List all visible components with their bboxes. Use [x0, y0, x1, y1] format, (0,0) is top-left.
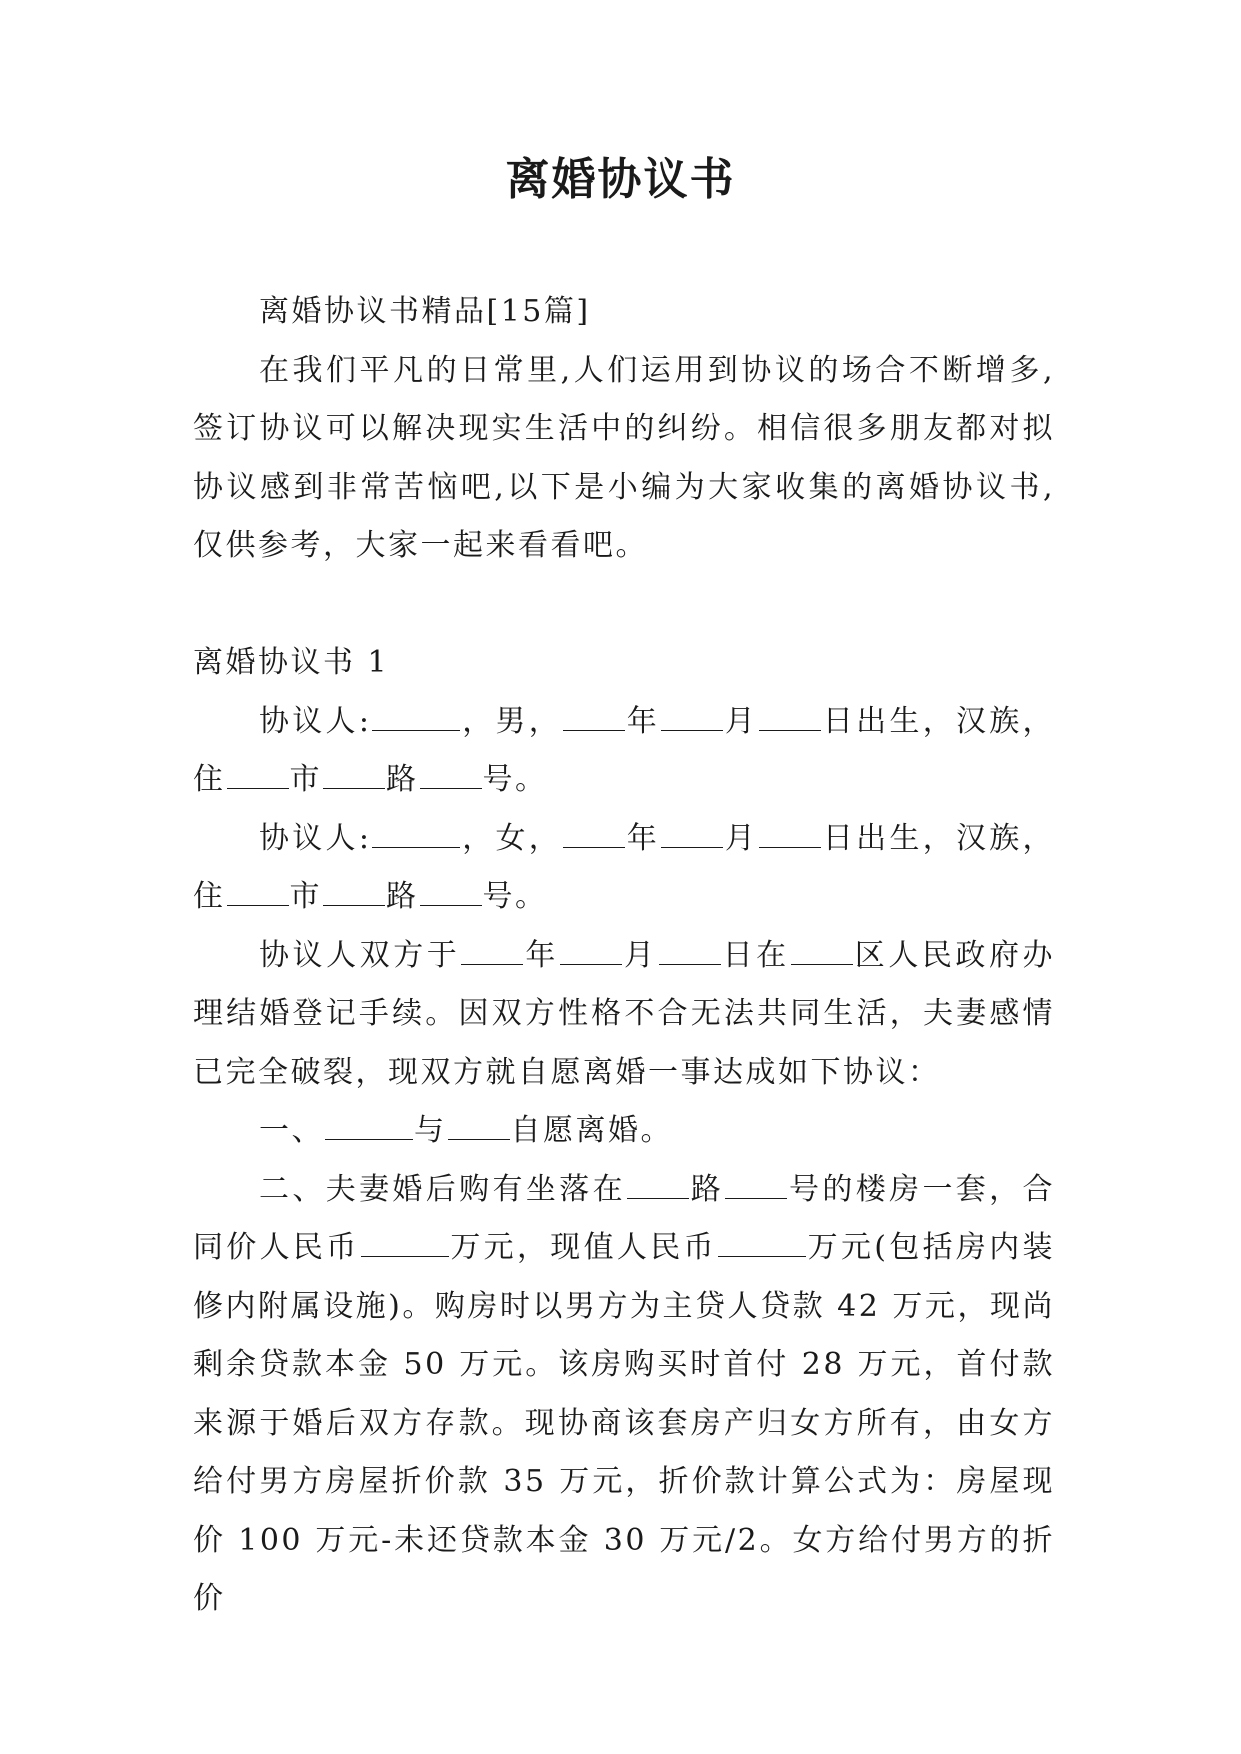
blank-road — [323, 875, 385, 906]
blank-month — [661, 700, 723, 731]
party1-num: 号。 — [482, 762, 548, 797]
clause-1 — [193, 1102, 1055, 1161]
section-heading: 离婚协议书 1 — [193, 645, 390, 680]
blank-city — [227, 758, 289, 789]
document-body — [193, 283, 1055, 1629]
party1-month: 月 — [724, 703, 759, 739]
blank-name — [325, 1109, 413, 1140]
blank-number — [420, 875, 482, 906]
clause1-and: 与 — [414, 1113, 447, 1148]
blank-month — [560, 934, 622, 965]
party2-road: 路 — [386, 879, 419, 914]
clause2-road: 路 — [689, 1171, 725, 1207]
blank-day — [759, 700, 821, 731]
blank-year — [563, 700, 625, 731]
blank-district — [791, 934, 853, 965]
party1-gender: ，男， — [461, 703, 563, 739]
blank-month — [661, 817, 723, 848]
clause1-rest: 自愿离婚。 — [510, 1113, 673, 1148]
blank-number — [725, 1168, 787, 1199]
document-title: 离婚协议书 — [505, 154, 736, 205]
party1-year: 年 — [626, 703, 661, 739]
clause2-wan1: 万元，现值人民币 — [449, 1230, 717, 1265]
blank-name — [372, 700, 460, 731]
blank-price — [361, 1226, 449, 1257]
blank-year — [563, 817, 625, 848]
party2-city: 市 — [289, 879, 322, 914]
party1-born: 日出生，汉族，住 — [193, 703, 1056, 797]
clause2-rest: 万元(包括房内装修内附属设施)。购房时以男方为主贷人贷款 42 万元，现尚剩余贷款本金 50 万元。该房购买时首付 28 万元，首付款来源于婚后双方存款。现协商该套房产归女方所有，由女方给付男方房屋折价款 35 万元，折价款计算公式为：房屋现价 100 万元-未还贷款本金 30 万元/2。女方给付男方的折价 — [193, 1230, 1055, 1616]
party2-num: 号。 — [482, 879, 548, 914]
intro-paragraph: 在我们平凡的日常里,人们运用到协议的场合不断增多,签订协议可以解决现实生活中的纠纷。相信很多朋友都对拟协议感到非常苦恼吧,以下是小编为大家收集的离婚协议书,仅供参考，大家一起来看看吧。 — [193, 352, 1055, 563]
document-subtitle: 离婚协议书精品[15篇] — [259, 294, 591, 329]
blank-name — [372, 817, 460, 848]
party2-year: 年 — [626, 820, 661, 856]
party2-paragraph — [193, 810, 1055, 927]
paragraph-gap — [193, 576, 1055, 635]
blank-road — [323, 758, 385, 789]
marriage-day: 日在 — [721, 937, 790, 973]
blank-day — [759, 817, 821, 848]
marriage-paragraph — [193, 927, 1055, 1103]
party2-gender: ，女， — [461, 820, 563, 856]
clause1-prefix: 一、 — [259, 1113, 324, 1148]
blank-road — [627, 1168, 689, 1199]
marriage-year: 年 — [524, 937, 559, 973]
blank-value — [718, 1226, 806, 1257]
blank-day — [659, 934, 721, 965]
party2-born: 日出生，汉族，住 — [193, 820, 1056, 914]
blank-name — [448, 1109, 510, 1140]
marriage-rest: 区人民政府办理结婚登记手续。因双方性格不合无法共同生活，夫妻感情已完全破裂，现双方就自愿离婚一事达成如下协议： — [193, 937, 1056, 1090]
blank-year — [461, 934, 523, 965]
blank-city — [227, 875, 289, 906]
marriage-prefix: 协议人双方于 — [259, 937, 461, 973]
blank-number — [420, 758, 482, 789]
party1-paragraph — [193, 693, 1055, 810]
clause2-prefix: 二、夫妻婚后购有坐落在 — [259, 1171, 626, 1207]
party1-road: 路 — [386, 762, 419, 797]
party2-month: 月 — [724, 820, 759, 856]
party1-prefix: 协议人: — [259, 703, 372, 739]
marriage-month: 月 — [622, 937, 658, 973]
clause-2 — [193, 1161, 1055, 1629]
party1-city: 市 — [289, 762, 322, 797]
clause2-mid: 号的楼房一套，合同价人民币 — [193, 1171, 1056, 1265]
party2-prefix: 协议人: — [259, 820, 372, 856]
